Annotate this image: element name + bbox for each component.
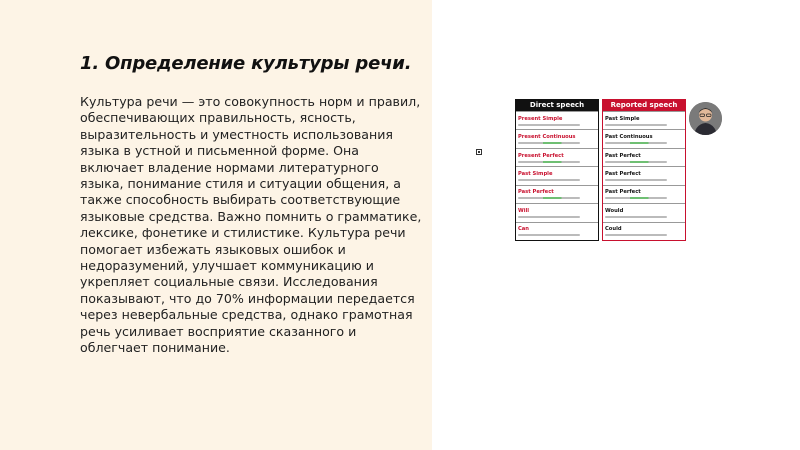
person-icon: [689, 102, 722, 135]
reported-speech-column: [602, 99, 686, 241]
table-cell: Past Perfect: [516, 185, 598, 203]
speech-table-image: [515, 99, 686, 241]
table-cell: Could: [603, 222, 685, 240]
table-cell: Past Simple: [603, 111, 685, 129]
table-cell: Present Perfect: [516, 148, 598, 166]
table-cell: Past Perfect: [603, 166, 685, 184]
direct-speech-column: [515, 99, 599, 241]
table-cell: Past Simple: [516, 166, 598, 184]
table-cell: Past Continuous: [603, 129, 685, 147]
reported-speech-header: Reported speech: [603, 100, 685, 111]
table-cell: Past Perfect: [603, 185, 685, 203]
table-cell: Present Simple: [516, 111, 598, 129]
table-cell: Will: [516, 203, 598, 221]
table-cell: Can: [516, 222, 598, 240]
direct-speech-header: Direct speech: [516, 100, 598, 111]
slide-title: 1. Определение культуры речи.: [80, 53, 412, 74]
table-cell: Present Continuous: [516, 129, 598, 147]
slide-marker-icon: [476, 149, 482, 155]
presenter-avatar: [689, 102, 722, 135]
table-cell: Would: [603, 203, 685, 221]
slide-body-text: Культура речи — это совокупность норм и правил, обеспечивающих правильность, ясность, выразительность и уместность использования языка в устной и письменной форме. Она включает владение нормами литературного языка, понимание стиля и ситуации общения, а также способность выбирать соответствующие языковые средства. Важно помнить о грамматике, лексике, фонетике и стилистике. Культура речи помогает избежать языковых ошибок и недоразумений, улучшает коммуникацию и укрепляет социальные связи. Исследования показывают, что до 70% информации передается через невербальные средства, однако грамотная речь усиливает восприятие сказанного и облегчает понимание.: [80, 94, 422, 356]
table-cell: Past Perfect: [603, 148, 685, 166]
